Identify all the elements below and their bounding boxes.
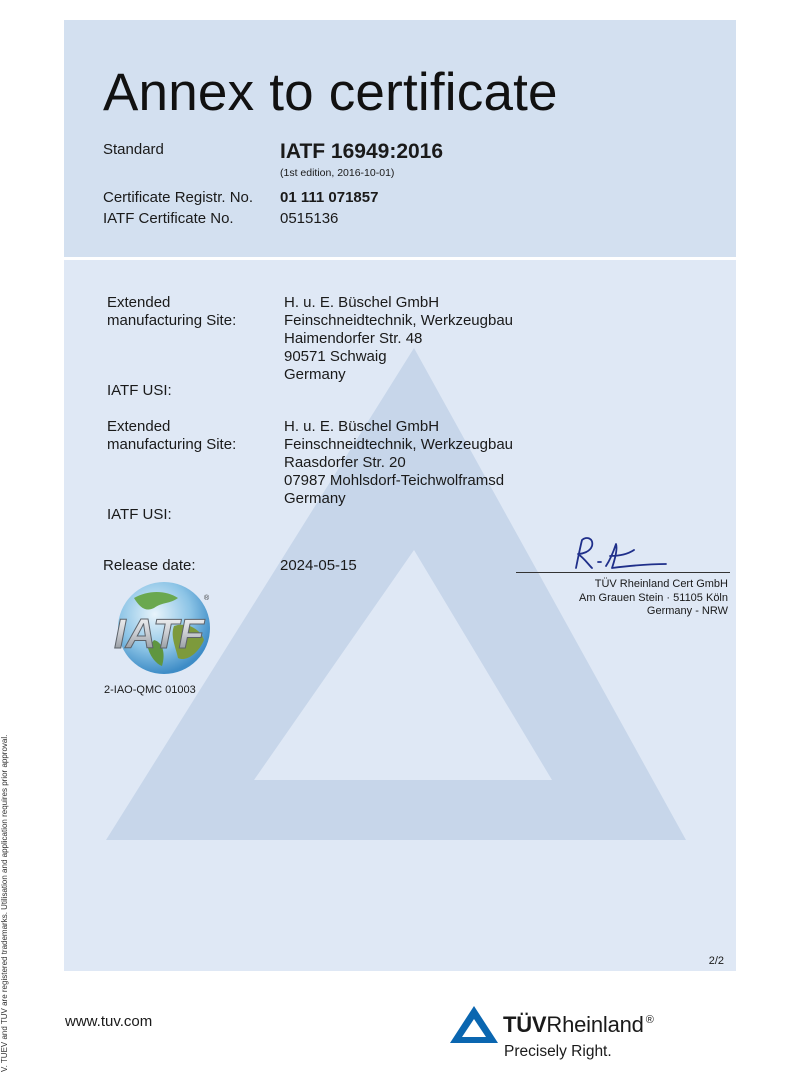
release-date-value: 2024-05-15 [280,557,357,574]
issuer-region: Germany - NRW [646,605,728,617]
iatf-code: 2-IAO-QMC 01003 [104,684,196,696]
address-line: Feinschneidtechnik, Werkzeugbau [284,312,514,329]
signature-line [516,572,730,573]
iatf-globe-logo-icon [104,578,216,678]
site-label-line: Extended [107,418,171,435]
signature-block [516,532,736,627]
iatf-cert-value: 0515136 [280,210,339,227]
standard-label: Standard [103,141,164,158]
brand-bold: TÜV [503,1012,547,1037]
side-trademark-notice: V. TUEV and TUV are registered trademarks. Utilisation and application requires prior approval. [0,734,9,1072]
iatf-usi-label: IATF USI: [107,506,172,523]
tuv-claim: Precisely Right. [504,1043,612,1060]
address-line: Germany [284,366,346,383]
site-label-line: manufacturing Site: [107,312,237,329]
registr-value: 01 111 071857 [280,189,379,206]
site-label-line: manufacturing Site: [107,436,237,453]
address-line: H. u. E. Büschel GmbH [284,418,440,435]
site-address [284,418,513,508]
issuer-name: TÜV Rheinland Cert GmbH [594,578,728,590]
release-date-label: Release date: [103,557,196,574]
address-line: Raasdorfer Str. 20 [284,454,406,471]
site-label-line: Extended [107,294,171,311]
address-line: Haimendorfer Str. 48 [284,330,423,347]
registr-label: Certificate Registr. No. [103,189,254,206]
issuer-street: Am Grauen Stein · 51105 Köln [579,591,728,604]
site-address [284,294,513,384]
address-line: 90571 Schwaig [284,348,387,365]
address-line: Feinschneidtechnik, Werkzeugbau [284,436,514,453]
tuv-brand-name [503,1012,654,1038]
signature-icon [568,534,668,574]
address-line: Germany [284,490,346,507]
iatf-cert-label: IATF Certificate No. [103,210,234,227]
iatf-logo-text: IATF [114,610,205,657]
svg-text:®: ® [204,595,210,602]
site-label [107,418,236,454]
website-link[interactable]: www.tuv.com [65,1013,153,1030]
iatf-usi-label: IATF USI: [107,382,172,399]
standard-edition: (1st edition, 2016-10-01) [280,167,395,179]
page-title: Annex to certificate [103,63,558,122]
brand-registered: ® [645,1014,654,1026]
page-number: 2/2 [708,955,724,967]
issuer-address [579,578,728,619]
standard-code: IATF 16949:2016 [280,140,444,163]
tuv-triangle-logo-icon [448,1003,500,1045]
brand-regular: Rheinland [546,1012,644,1037]
site-label [107,294,236,330]
address-line: H. u. E. Büschel GmbH [284,294,440,311]
address-line: 07987 Mohlsdorf-Teichwolframsd [284,472,505,489]
